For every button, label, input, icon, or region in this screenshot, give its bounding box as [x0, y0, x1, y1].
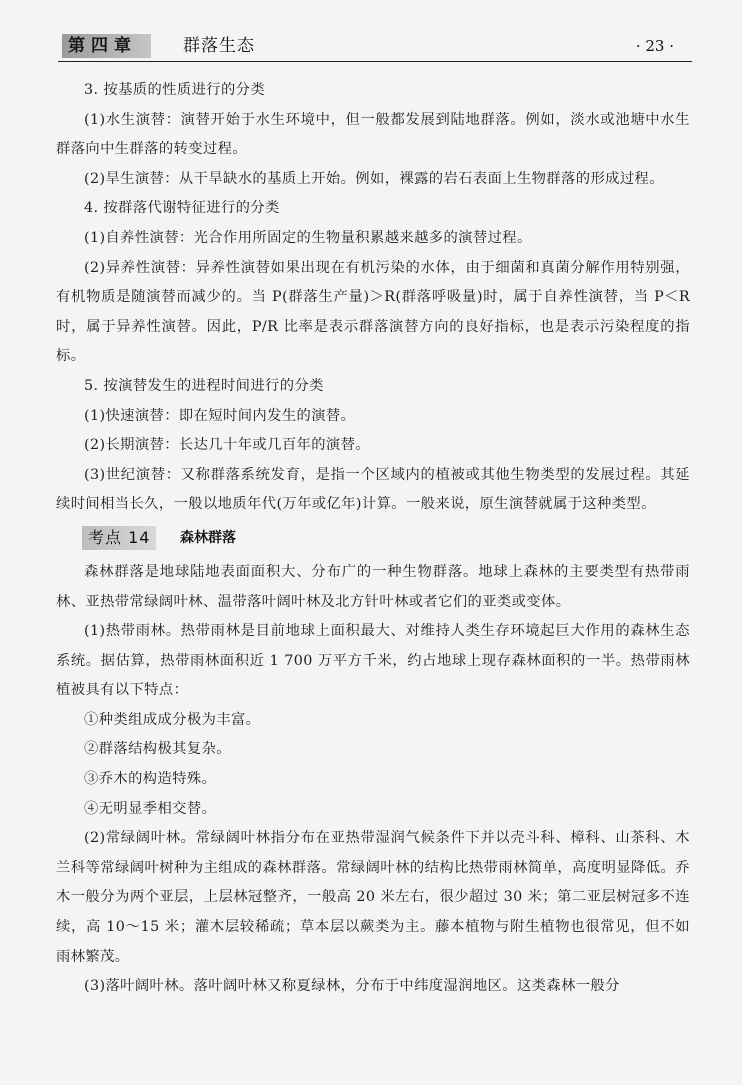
list-item-seasonal: ④无明显季相交替。: [84, 800, 217, 817]
list-item-tree-form: ③乔木的构造特殊。: [84, 771, 217, 788]
header-rule: [58, 61, 692, 62]
paragraph-evergreen-broadleaf: (2)常绿阔叶林。常绿阔叶林指分布在亚热带湿润气候条件下并以壳斗科、樟科、山茶科、木兰科等常绿阔叶树种为主组成的森林群落。常绿阔叶林的结构比热带雨林简单，高度明显降低。乔木一般分为两个亚层，上层林冠整齐，一般高 20 米左右，很少超过 30 米；第二亚层树冠多不连续，高 10～15 米；灌木层较稀疏；草本层以蕨类为主。藤本植物与附生植物也很常见，但不如雨林繁茂。: [56, 830, 690, 965]
paragraph-long-term-succession: (2)长期演替：长达几十年或几百年的演替。: [84, 437, 370, 454]
section-badge: 考点 14: [82, 526, 156, 550]
heading-metabolism-classification: 4. 按群落代谢特征进行的分类: [84, 200, 280, 217]
section-title: 森林群落: [180, 529, 236, 546]
list-item-species: ①种类组成成分极为丰富。: [84, 711, 261, 728]
paragraph-secular-succession: (3)世纪演替：又称群落系统发育，是指一个区域内的植被或其他生物类型的发展过程。其延续时间相当长久，一般以地质年代(万年或亿年)计算。一般来说，原生演替就属于这种类型。: [56, 466, 690, 513]
paragraph-hydrosere: (1)水生演替：演替开始于水生环境中，但一般都发展到陆地群落。例如，淡水或池塘中水生群落向中生群落的转变过程。: [56, 111, 690, 158]
paragraph-xerosere: (2)旱生演替：从干旱缺水的基质上开始。例如，裸露的岩石表面上生物群落的形成过程。: [84, 170, 664, 187]
heading-substrate-classification: 3. 按基质的性质进行的分类: [84, 82, 266, 98]
heading-time-classification: 5. 按演替发生的进程时间进行的分类: [84, 377, 324, 394]
page-header: [38, 28, 704, 64]
paragraph-forest-intro: 森林群落是地球陆地表面面积大、分布广的一种生物群落。地球上森林的主要类型有热带雨林、亚热带常绿阔叶林、温带落叶阔叶林及北方针叶林或者它们的亚类或变体。: [56, 563, 690, 610]
paragraph-rapid-succession: (1)快速演替：即在短时间内发生的演替。: [84, 407, 356, 424]
page-body: [56, 76, 690, 1002]
list-item-structure: ②群落结构极其复杂。: [84, 741, 231, 758]
paragraph-heterotrophic-succession: (2)异养性演替：异养性演替如果出现在有机污染的水体，由于细菌和真菌分解作用特别强，有机物质是随演替而减少的。当 P(群落生产量)＞R(群落呼吸量)时，属于自养性演替，当 P＜R 时，属于异养性演替。因此，P/R 比率是表示群落演替方向的良好指标，也是表示污染程度的指标。: [56, 259, 690, 365]
chapter-label: 第四章: [62, 34, 151, 58]
paragraph-tropical-rainforest: (1)热带雨林。热带雨林是目前地球上面积最大、对维持人类生存环境起巨大作用的森林生态系统。据估算，热带雨林面积近 1 700 万平方千米，约占地球上现存森林面积的一半。热带雨林植被具有以下特点：: [56, 623, 690, 699]
paragraph-deciduous-broadleaf: (3)落叶阔叶林。落叶阔叶林又称夏绿林，分布于中纬度湿润地区。这类森林一般分: [84, 978, 620, 995]
paragraph-autotrophic-succession: (1)自养性演替：光合作用所固定的生物量积累越来越多的演替过程。: [84, 229, 532, 246]
page-number: · 23 ·: [635, 37, 674, 55]
section-heading: [56, 522, 690, 556]
chapter-title: 群落生态: [183, 36, 255, 56]
